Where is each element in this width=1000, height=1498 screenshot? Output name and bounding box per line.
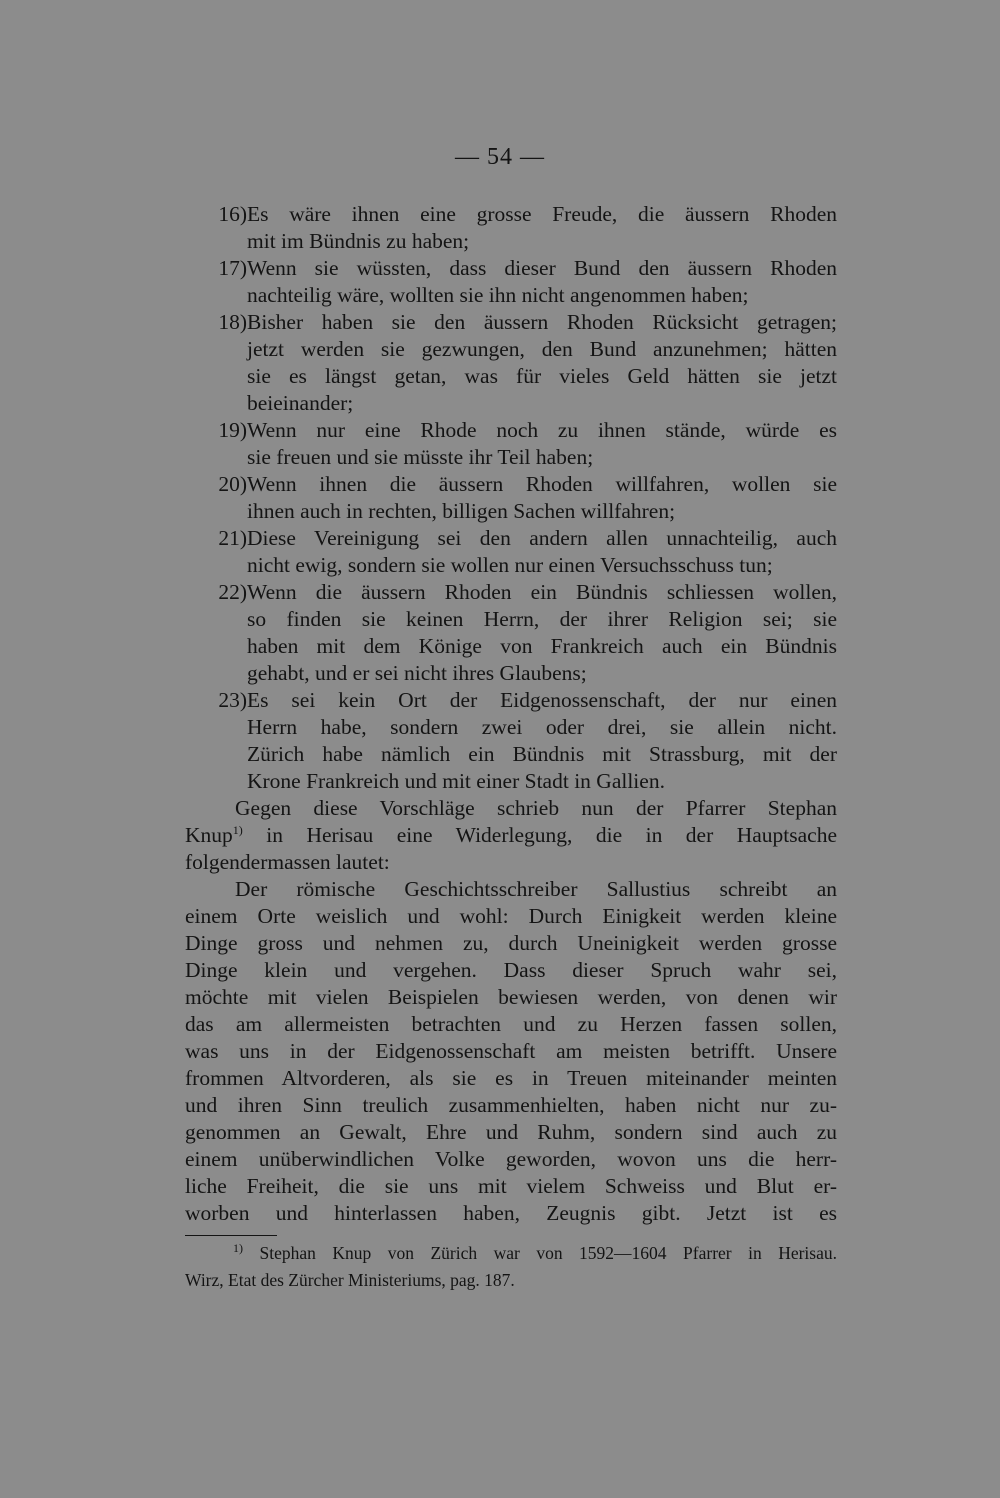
text-line: worben und hinterlassen haben, Zeugnis gibt. Jetzt ist es: [185, 1201, 837, 1225]
text-line: nicht ewig, sondern sie wollen nur einen Versuchsschuss tun;: [247, 553, 773, 577]
text-line: möchte mit vielen Beispielen bewiesen werden, von denen wir: [185, 985, 837, 1009]
text-line: Bisher haben sie den äussern Rhoden Rücksicht getragen;: [247, 310, 837, 334]
item-text: [247, 525, 837, 579]
list-item: [185, 471, 837, 525]
list-item: [185, 579, 837, 687]
footnote-divider: [185, 1235, 277, 1236]
item-text: [247, 309, 837, 417]
text-line: nachteilig wäre, wollten sie ihn nicht angenommen haben;: [247, 283, 749, 307]
text-line: Dinge gross und nehmen zu, durch Uneinigkeit werden grosse: [185, 931, 837, 955]
text-line: Es sei kein Ort der Eidgenossenschaft, der nur einen: [247, 688, 837, 712]
item-text: [247, 417, 837, 471]
text-line: Diese Vereinigung sei den andern allen unnachteilig, auch: [247, 526, 837, 550]
footnote-line: [185, 1240, 837, 1267]
text-line: Gegen diese Vorschläge schrieb nun der Pfarrer Stephan: [235, 796, 837, 820]
footnote-reference: 1): [232, 822, 243, 837]
item-number: 22): [218, 580, 247, 604]
text-line: genommen an Gewalt, Ehre und Ruhm, sondern sind auch zu: [185, 1120, 837, 1144]
footnote-line: Wirz, Etat des Zürcher Ministeriums, pag. 187.: [185, 1270, 515, 1290]
text-line: Herrn habe, sondern zwei oder drei, sie allein nicht.: [247, 715, 837, 739]
text-line: jetzt werden sie gezwungen, den Bund anzunehmen; hätten: [247, 337, 837, 361]
paragraph-intro: [185, 795, 837, 876]
item-number: 18): [218, 310, 247, 334]
text-line: was uns in der Eidgenossenschaft am meisten betrifft. Unsere: [185, 1039, 837, 1063]
page-number: — 54 —: [455, 144, 545, 170]
text-line: liche Freiheit, die sie uns mit vielem Schweiss und Blut er-: [185, 1174, 837, 1198]
text-line: mit im Bündnis zu haben;: [247, 229, 470, 253]
numbered-list: [185, 201, 837, 795]
text-line: gehabt, und er sei nicht ihres Glaubens;: [247, 661, 587, 685]
list-item: [185, 525, 837, 579]
text-line: Wenn die äussern Rhoden ein Bündnis schliessen wollen,: [247, 580, 837, 604]
text-line: Der römische Geschichtsschreiber Sallustius schreibt an: [235, 877, 837, 901]
text-line: ihnen auch in rechten, billigen Sachen willfahren;: [247, 499, 676, 523]
text-line: Wenn ihnen die äussern Rhoden willfahren, wollen sie: [247, 472, 837, 496]
footnote-text: Stephan Knup von Zürich war von 1592—1604 Pfarrer in Herisau.: [243, 1243, 837, 1263]
text-line: und ihren Sinn treulich zusammenhielten, haben nicht nur zu-: [185, 1093, 837, 1117]
list-item: [185, 687, 837, 795]
text-fragment: Knup: [185, 823, 233, 847]
text-line: Wenn sie wüssten, dass dieser Bund den äussern Rhoden: [247, 256, 837, 280]
text-line: Zürich habe nämlich ein Bündnis mit Strassburg, mit der: [247, 742, 837, 766]
text-line: das am allermeisten betrachten und zu Herzen fassen sollen,: [185, 1012, 837, 1036]
item-text: [247, 201, 837, 255]
item-number: 20): [218, 472, 247, 496]
item-number: 17): [218, 256, 247, 280]
text-line: einem Orte weislich und wohl: Durch Einigkeit werden kleine: [185, 904, 837, 928]
item-number: 19): [218, 418, 247, 442]
text-line: Krone Frankreich und mit einer Stadt in Gallien.: [247, 769, 665, 793]
text-line: folgendermassen lautet:: [185, 850, 390, 874]
text-line: Dinge klein und vergehen. Dass dieser Spruch wahr sei,: [185, 958, 837, 982]
footnote-mark: 1): [233, 1241, 243, 1256]
text-line: Wenn nur eine Rhode noch zu ihnen stände, würde es: [247, 418, 837, 442]
text-line: beieinander;: [247, 391, 354, 415]
list-item: [185, 255, 837, 309]
item-text: [247, 471, 837, 525]
text-line: haben mit dem Könige von Frankreich auch ein Bündnis: [247, 634, 837, 658]
list-item: [185, 417, 837, 471]
list-item: [185, 309, 837, 417]
item-text: [247, 579, 837, 687]
item-number: 23): [218, 688, 247, 712]
text-line: so finden sie keinen Herrn, der ihrer Religion sei; sie: [247, 607, 837, 631]
text-line: frommen Altvorderen, als sie es in Treuen miteinander meinten: [185, 1066, 837, 1090]
item-number: 16): [218, 202, 247, 226]
text-line: sie es längst getan, was für vieles Geld hätten sie jetzt: [247, 364, 837, 388]
item-text: [247, 255, 837, 309]
footnote: [185, 1240, 837, 1294]
text-fragment: in Herisau eine Widerlegung, die in der Hauptsache: [242, 823, 837, 847]
text-line: Es wäre ihnen eine grosse Freude, die äussern Rhoden: [247, 202, 837, 226]
text-line: [185, 822, 837, 849]
item-text: [247, 687, 837, 795]
paragraph-quote: [185, 876, 837, 1227]
text-line: sie freuen und sie müsste ihr Teil haben;: [247, 445, 594, 469]
text-line: einem unüberwindlichen Volke geworden, wovon uns die herr-: [185, 1147, 837, 1171]
item-number: 21): [218, 526, 247, 550]
list-item: [185, 201, 837, 255]
